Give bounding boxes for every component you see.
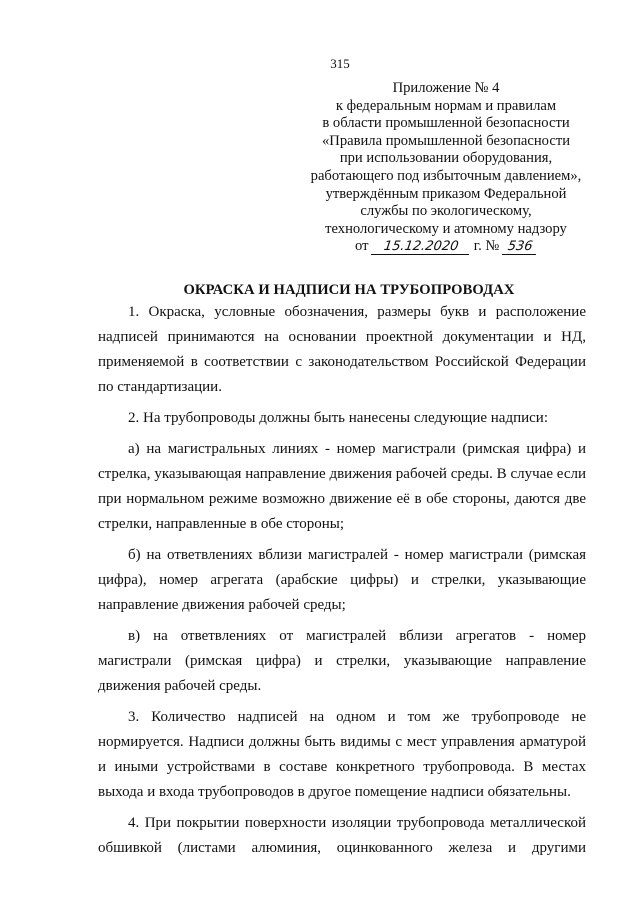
appendix-line: утверждённым приказом Федеральной (325, 185, 567, 202)
paragraph-2a: а) на магистральных линиях - номер магистрали (римская цифра) и стрелка, указывающая направление движения рабочей среды. В случае если при нормальном режиме возможно движение её в обе стороны, даются две стрелки, направленные в обе стороны; (98, 441, 586, 532)
paragraph-1: 1. Окраска, условные обозначения, размеры букв и расположение надписей принимаются на основании проектной документации и НД, применяемой в соответствии с законодательством Российской Федерации по стандартизации. (98, 304, 586, 395)
date-prefix: от (354, 238, 369, 255)
paragraph-2c: в) на ответвлениях от магистралей вблизи агрегатов - номер магистрали (римская цифра) и стрелки, указывающие направление движения рабочей среды. (98, 628, 586, 694)
order-date-number-line (286, 238, 606, 256)
paragraph-3: 3. Количество надписей на одном и том же трубопроводе не нормируется. Надписи должны быть видимы с мест управления арматурой и иными устройствами в составе конкретного трубопровода. В местах выхода и входа трубопроводов в другое помещение надписи обязательны. (98, 709, 586, 800)
appendix-line: службы по экологическому, (360, 203, 532, 220)
appendix-line: при использовании оборудования, (339, 150, 553, 167)
appendix-line: работающего под избыточным давлением», (310, 167, 582, 184)
appendix-line: к федеральным нормам и правилам (335, 97, 557, 114)
appendix-header (286, 80, 606, 256)
paragraph-4: 4. При покрытии поверхности изоляции трубопровода металлической обшивкой (листами алюминия, оцинкованного железа и другими (98, 815, 586, 856)
page-number: 315 (330, 56, 350, 71)
body-text (98, 300, 586, 861)
appendix-line: технологическому и атомному надзору (325, 220, 567, 237)
paragraph-2b: б) на ответвлениях вблизи магистралей - номер магистрали (римская цифра), номер агрегата (арабские цифры) и стрелки, указывающие направление движения рабочей среды; (98, 547, 586, 613)
appendix-line: в области промышленной безопасности (322, 115, 570, 132)
handwritten-date: 15.12.2020 (371, 240, 471, 255)
handwritten-order-number: 536 (502, 240, 538, 255)
number-prefix: г. № (473, 238, 500, 255)
paragraph-2: 2. На трубопроводы должны быть нанесены следующие надписи: (128, 410, 548, 426)
appendix-line: Приложение № 4 (392, 80, 500, 96)
appendix-line: «Правила промышленной безопасности (321, 132, 571, 149)
section-heading: ОКРАСКА И НАДПИСИ НА ТРУБОПРОВОДАХ (183, 282, 515, 298)
